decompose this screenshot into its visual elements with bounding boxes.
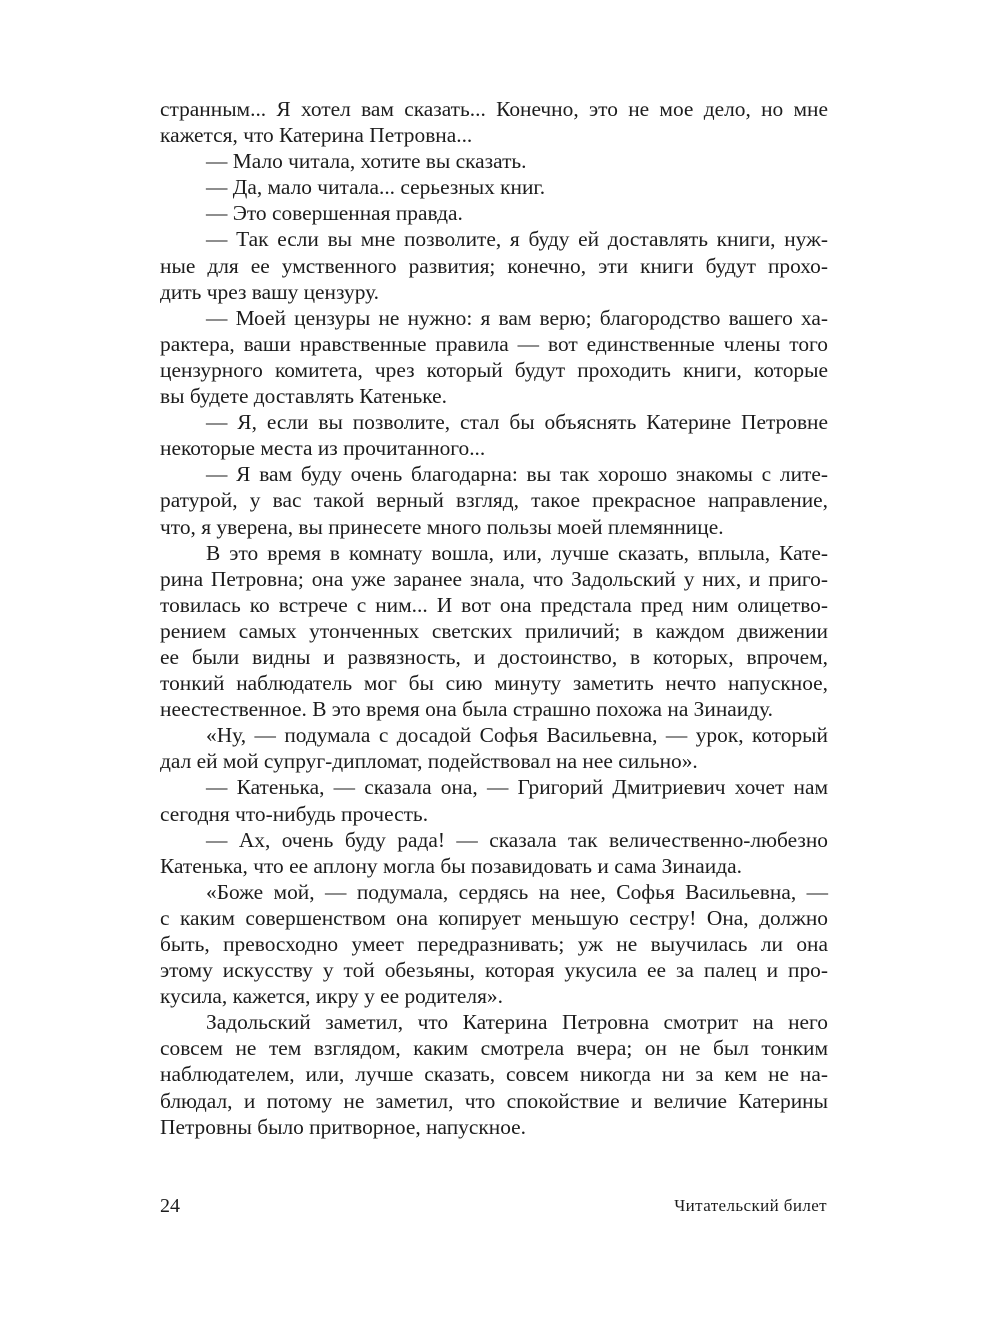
text-line: рактера, ваши нравственные правила — вот единственные члены того [160, 331, 828, 356]
text-line: — Я вам буду очень благодарна: вы так хорошо знакомы с лите- [206, 462, 828, 487]
running-footer-title: Читательский билет [674, 1196, 827, 1215]
page-number: 24 [160, 1195, 180, 1217]
text-line: Петровны было притворное, напускное. [160, 1114, 526, 1139]
text-line: товилась ко встрече с ним... И вот она предстала пред ним олицетво- [160, 592, 828, 617]
text-line: цензурного комитета, чрез который будут проходить книги, которые [160, 357, 828, 382]
text-line: Катенька, что ее аплону могла бы позавидовать и сама Зинаида. [160, 853, 742, 878]
text-line: рением самых утонченных светских приличий; в каждом движении [160, 618, 828, 643]
text-line: блюдал, и потому не заметил, что спокойствие и величие Катерины [160, 1088, 828, 1113]
text-line: совсем не тем взглядом, каким смотрела вчера; он не был тонким [160, 1036, 828, 1061]
text-line: дить чрез вашу цензуру. [160, 279, 380, 304]
text-line: сегодня что-нибудь прочесть. [160, 801, 429, 826]
text-line: ее были видны и развязность, и достоинство, в которых, впрочем, [160, 644, 828, 669]
text-line: наблюдателем, или, лучше сказать, совсем никогда ни за кем не на- [160, 1062, 828, 1087]
text-line: — Ах, очень буду рада! — сказала так величественно-любезно [206, 827, 828, 852]
text-line: странным... Я хотел вам сказать... Конечно, это не мое дело, но мне [160, 97, 828, 121]
text-line: дал ей мой супруг-дипломат, подействовал на нее сильно». [160, 749, 698, 774]
text-line: тонкий наблюдатель мог бы сию минуту заметить нечто напускное, [160, 671, 828, 696]
text-line: «Ну, — подумала с досадой Софья Васильевна, — урок, который [206, 723, 828, 748]
text-line: — Катенька, — сказала она, — Григорий Дмитриевич хочет нам [206, 775, 828, 800]
text-line: этому искусству у той обезьяны, которая укусила ее за палец и про- [160, 958, 828, 983]
text-line: — Мало читала, хотите вы сказать. [206, 149, 527, 174]
text-line: ные для ее умственного развития; конечно, эти книги будут прохо- [160, 253, 828, 278]
text-line: — Это совершенная правда. [206, 201, 463, 226]
text-line: кажется, что Катерина Петровна... [160, 123, 473, 148]
text-line: — Так если вы мне позволите, я буду ей доставлять книги, нуж- [206, 227, 828, 252]
text-line: — Да, мало читала... серьезных книг. [206, 175, 546, 200]
text-line: ратурой, у вас такой верный взгляд, такое прекрасное направление, [160, 488, 828, 513]
text-line: кусила, кажется, икру у ее родителя». [160, 984, 503, 1009]
text-line: что, я уверена, вы принесете много пользы моей племяннице. [160, 514, 724, 539]
text-line: рина Петровна; она уже заранее знала, что Задольский у них, и приго- [160, 566, 828, 591]
text-line: «Боже мой, — подумала, сердясь на нее, Софья Васильевна, — [206, 879, 828, 904]
text-line: некоторые места из прочитанного... [160, 436, 486, 461]
text-line: — Моей цензуры не нужно: я вам верю; благородство вашего ха- [206, 305, 828, 330]
text-line: быть, превосходно умеет передразнивать; уж не выучилась ли она [160, 932, 828, 956]
text-line: вы будете доставлять Катеньке. [160, 384, 447, 409]
text-line: неестественное. В это время она была страшно похожа на Зинаиду. [160, 697, 774, 722]
body-text [160, 96, 828, 1140]
text-line: Задольский заметил, что Катерина Петровна смотрит на него [206, 1010, 828, 1035]
text-line: В это время в комнату вошла, или, лучше сказать, вплыла, Кате- [206, 540, 828, 565]
text-line: с каким совершенством она копирует меньшую сестру! Она, должно [160, 905, 828, 930]
text-line: — Я, если вы позволите, стал бы объяснять Катерине Петровне [206, 410, 828, 435]
